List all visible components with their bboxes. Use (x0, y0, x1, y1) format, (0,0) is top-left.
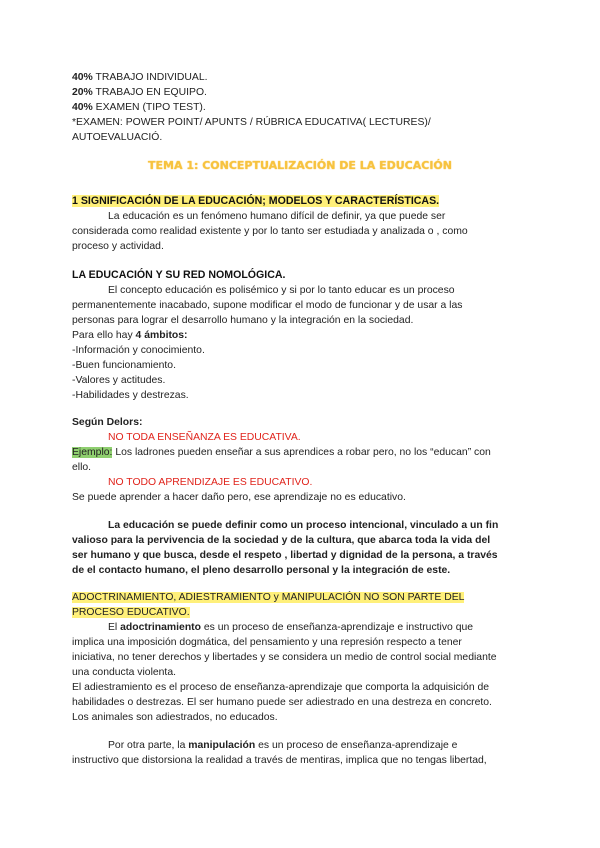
list-item: -Información y conocimiento. (72, 345, 205, 356)
section-significacion (72, 194, 532, 254)
list-item: -Valores y actitudes. (72, 375, 166, 386)
example-label: Ejemplo: (72, 447, 113, 458)
section-heading: 1 SIGNIFICACIÓN DE LA EDUCACIÓN; MODELOS Y CARACTERÍSTICAS. (72, 195, 440, 207)
section-heading: ADOCTRINAMIENTO, ADIESTRAMIENTO y MANIPULACIÓN NO SON PARTE DEL (72, 592, 465, 603)
paragraph-line: Los animales son adiestrados, no educados. (72, 712, 278, 723)
paragraph-line: de el contacto humano, el pleno desarrollo personal y la integración de este. (72, 565, 451, 576)
delors-statement: NO TODA ENSEÑANZA ES EDUCATIVA. (108, 432, 301, 443)
section-adoctrinamiento (72, 590, 532, 725)
example-line: ello. (72, 462, 92, 473)
delors-statement: NO TODO APRENDIZAJE ES EDUCATIVO. (108, 477, 313, 488)
paragraph-line: El adoctrinamiento es un proceso de enseñanza-aprendizaje e instructivo que (108, 622, 474, 633)
evaluation-line: 20% TRABAJO EN EQUIPO. (72, 87, 207, 98)
paragraph-line: instructivo que distorsiona la realidad a través de mentiras, implica que no tengas libertad, (72, 755, 487, 766)
paragraph-line: habilidades o destrezas. El ser humano puede ser adiestrado en una destreza en concreto. (72, 697, 492, 708)
evaluation-line: 40% TRABAJO INDIVIDUAL. (72, 72, 208, 83)
paragraph-line: iniciativa, no tener derechos y libertades y se considera un medio de control social mediante (72, 652, 497, 663)
paragraph-line: una conducta violenta. (72, 667, 176, 678)
evaluation-block (72, 70, 532, 145)
paragraph-line: Por otra parte, la manipulación es un proceso de enseñanza-aprendizaje e (108, 740, 458, 751)
section-heading: PROCESO EDUCATIVO. (72, 607, 190, 618)
evaluation-line: 40% EXAMEN (TIPO TEST). (72, 102, 206, 113)
ambitos-intro: Para ello hay 4 ámbitos: (72, 330, 188, 341)
list-item: -Buen funcionamiento. (72, 360, 176, 371)
paragraph-line: El concepto educación es polisémico y si por lo tanto educar es un proceso (108, 285, 455, 296)
paragraph-line: implica una imposición dogmática, del pensamiento y una represión respecto a tener (72, 637, 462, 648)
paragraph-line: El adiestramiento es el proceso de enseñanza-aprendizaje que comporta la adquisición de (72, 682, 490, 693)
paragraph-line: considerada como realidad existente y por lo tanto ser estudiada y analizada o , como (72, 226, 468, 237)
example-line: Ejemplo: Los ladrones pueden enseñar a sus aprendices a robar pero, no los “educan” con (72, 447, 491, 458)
paragraph-line: Se puede aprender a hacer daño pero, ese aprendizaje no es educativo. (72, 492, 406, 503)
paragraph-line: permanentemente inacabado, supone modificar el modo de funcionar y de usar a las (72, 300, 463, 311)
delors-block (72, 415, 532, 505)
list-item: -Habilidades y destrezas. (72, 390, 189, 401)
definition-paragraph (72, 518, 532, 578)
exam-note: AUTOEVALUACIÓ. (72, 132, 163, 143)
delors-heading: Según Delors: (72, 417, 143, 428)
paragraph-line: proceso y actividad. (72, 241, 164, 252)
manipulacion-paragraph (72, 738, 532, 768)
section-heading: LA EDUCACIÓN Y SU RED NOMOLÓGICA. (72, 269, 286, 281)
paragraph-line: La educación se puede definir como un proceso intencional, vinculado a un fin (108, 520, 499, 531)
paragraph-line: valioso para la pervivencia de la sociedad y de la cultura, que abarca toda la vida del (72, 535, 491, 546)
exam-note: *EXAMEN: POWER POINT/ APUNTS / RÚBRICA EDUCATIVA( LECTURES)/ (72, 117, 431, 128)
paragraph-line: personas para lograr el desarrollo humano y la integración en la sociedad. (72, 315, 414, 326)
tema-title: TEMA 1: CONCEPTUALIZACIÓN DE LA EDUCACIÓN (148, 159, 452, 172)
section-red-nomologica (72, 268, 532, 403)
paragraph-line: ser humano y que busca, desde el respeto , libertad y dignidad de la persona, a través (72, 550, 498, 561)
paragraph-line: La educación es un fenómeno humano difícil de definir, ya que puede ser (108, 211, 446, 222)
